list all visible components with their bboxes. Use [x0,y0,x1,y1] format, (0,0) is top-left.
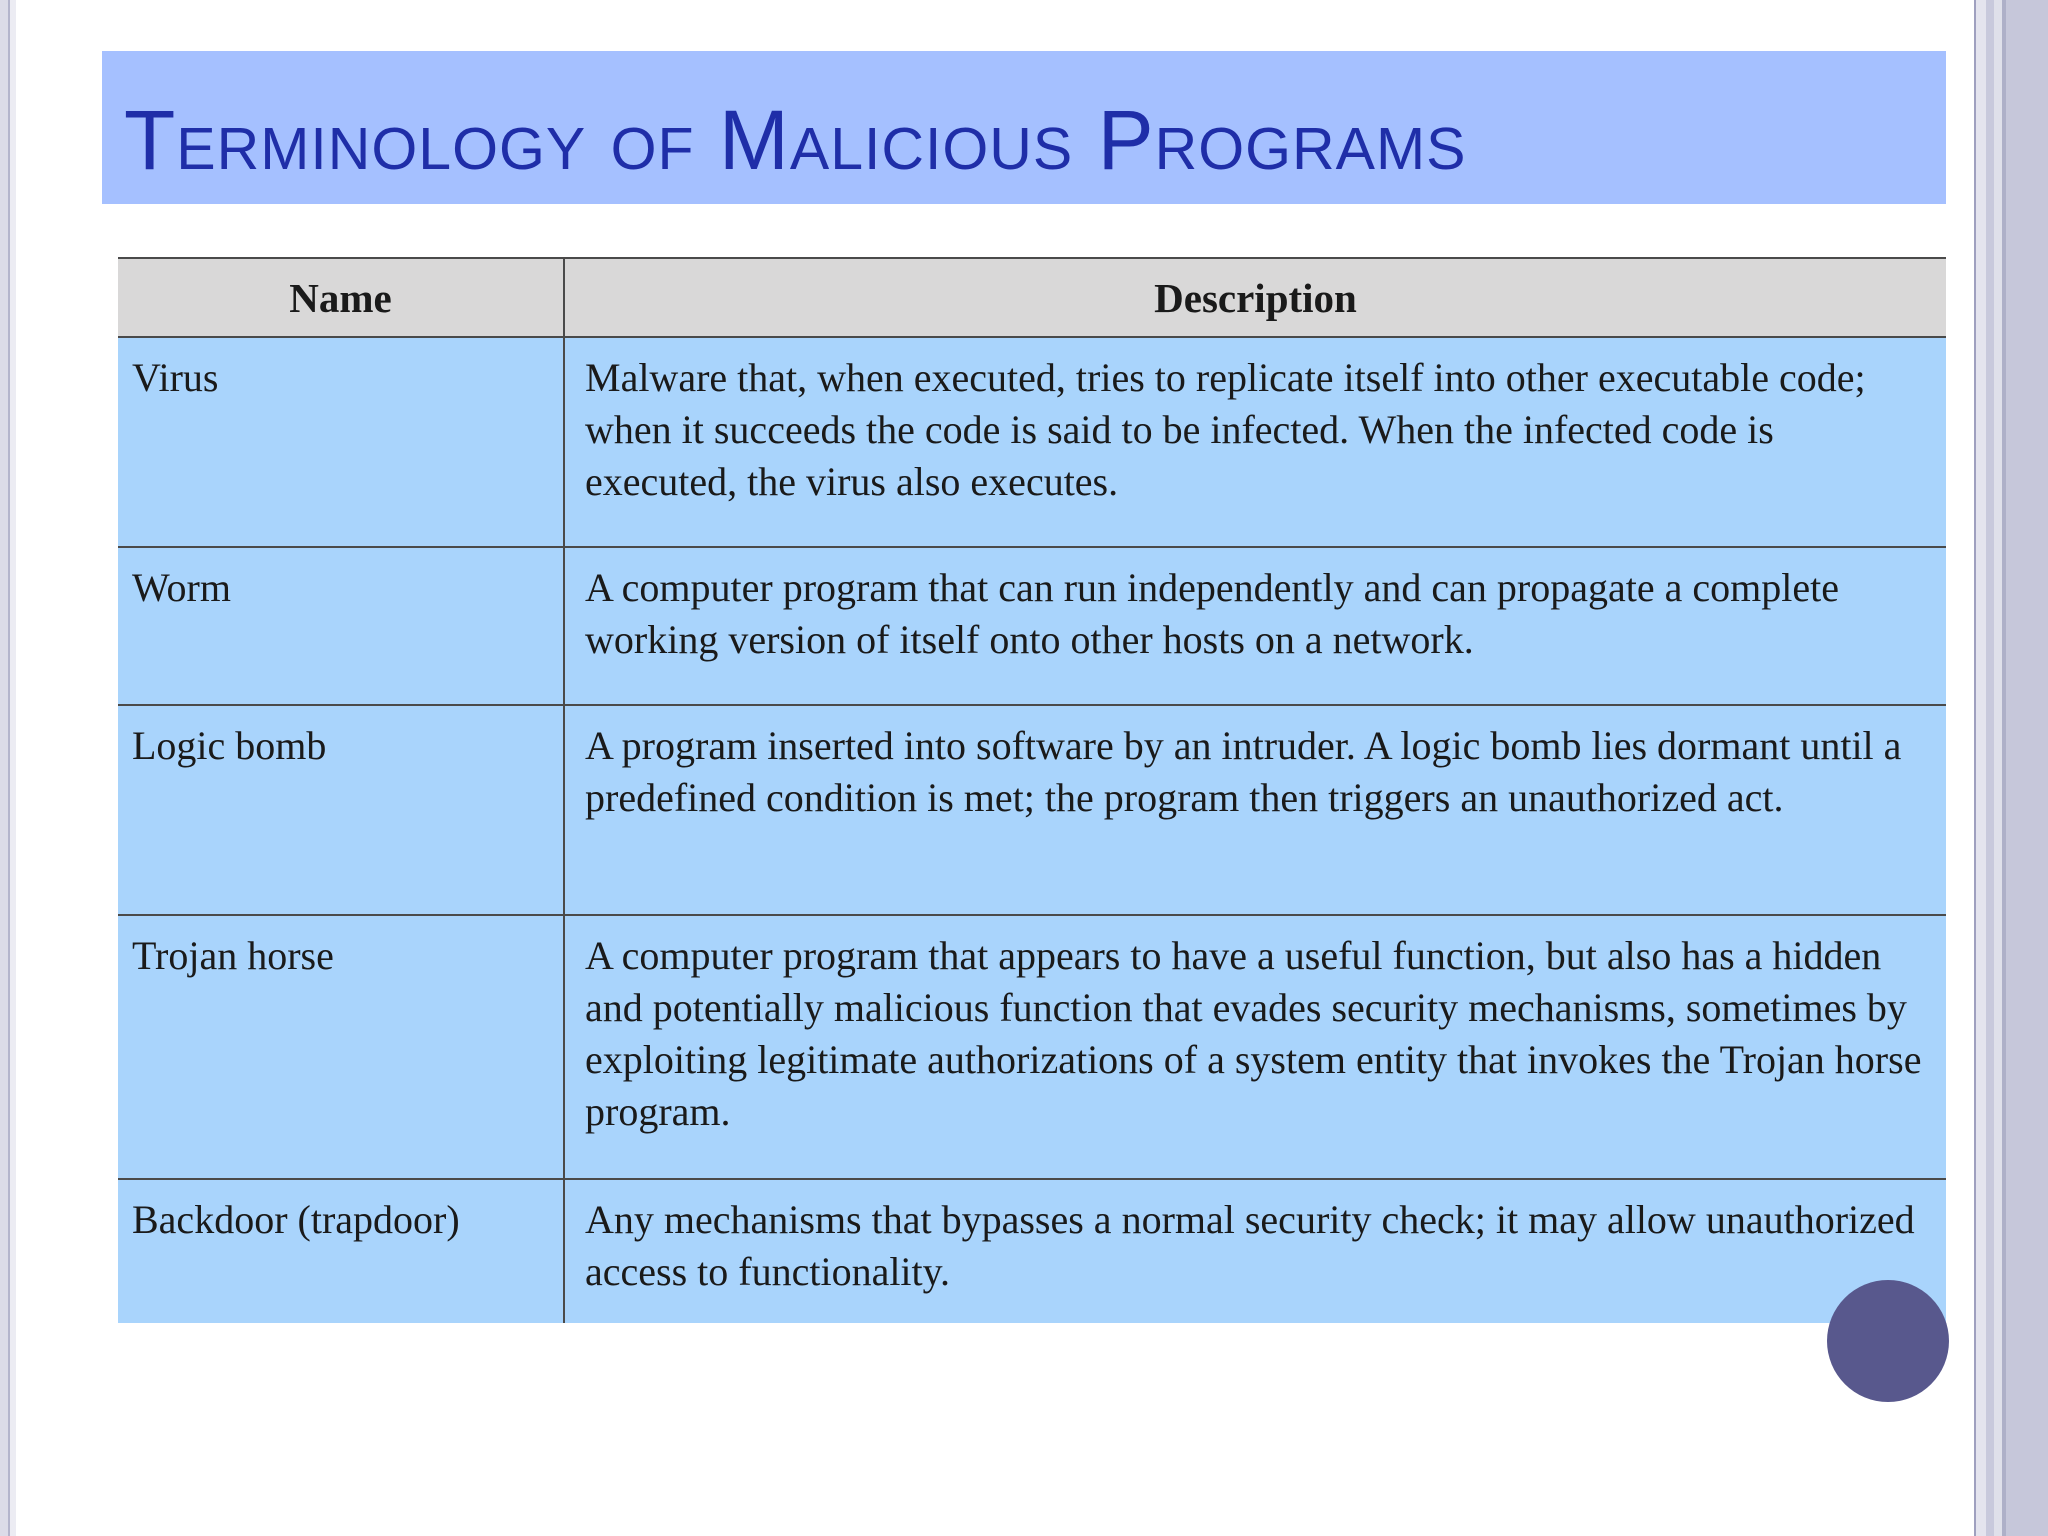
term-description: A program inserted into software by an intruder. A logic bomb lies dormant until a predefined condition is met; the program then triggers an unauthorized act. [564,705,1946,915]
term-name: Logic bomb [118,705,564,915]
slide-title: Terminology of Malicious Programs [124,93,1467,187]
term-name: Virus [118,337,564,547]
table-row-backdoor [118,1179,1946,1323]
term-description: Malware that, when executed, tries to replicate itself into other executable code; when it succeeds the code is said to be infected. When the infected code is executed, the virus also executes. [564,337,1946,547]
term-name: Backdoor (trapdoor) [118,1179,564,1323]
right-border-decoration [1968,0,2048,1536]
term-description: A computer program that appears to have a useful function, but also has a hidden and potentially malicious function that evades security mechanisms, sometimes by exploiting legitimate authorizations of a system entity that invokes the Trojan horse program. [564,915,1946,1179]
column-header-description: Description [564,258,1946,337]
table-row-logic-bomb [118,705,1946,915]
left-border-decoration [0,0,16,1536]
terminology-table-container [118,257,1946,1323]
term-description: Any mechanisms that bypasses a normal security check; it may allow unauthorized access to functionality. [564,1179,1946,1323]
table-row-worm [118,547,1946,705]
decorative-circle [1827,1280,1949,1402]
column-header-name: Name [118,258,564,337]
terminology-table [118,257,1946,1323]
table-row-virus [118,337,1946,547]
table-row-trojan-horse [118,915,1946,1179]
term-name: Worm [118,547,564,705]
table-header-row [118,258,1946,337]
term-name: Trojan horse [118,915,564,1179]
term-description: A computer program that can run independently and can propagate a complete working version of itself onto other hosts on a network. [564,547,1946,705]
